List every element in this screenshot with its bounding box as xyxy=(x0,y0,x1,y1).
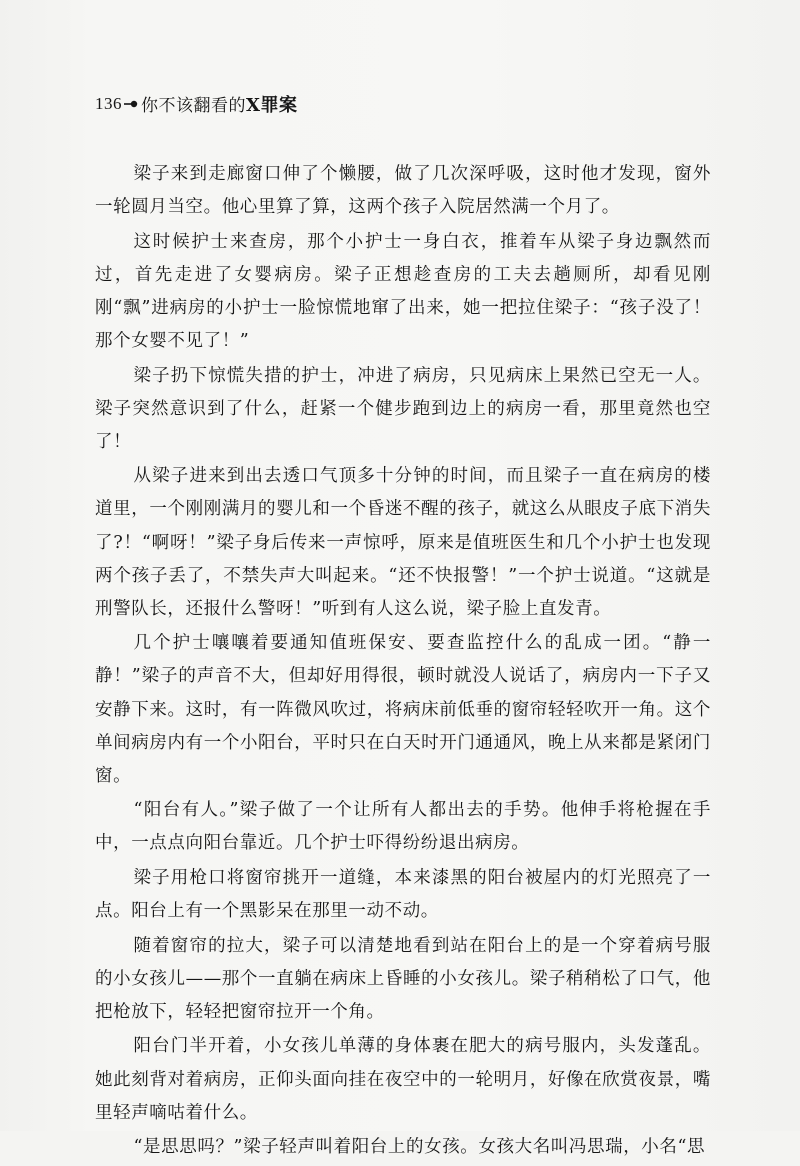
page-number: 136 xyxy=(95,94,122,113)
body-text xyxy=(95,158,711,1166)
paragraph: 梁子来到走廊窗口伸了个懒腰，做了几次深呼吸，这时他才发现，窗外一轮圆月当空。他心里算了算，这两个孩子入院居然满一个月了。 xyxy=(95,164,711,218)
book-title-emphasis: X罪案 xyxy=(246,95,298,116)
running-head xyxy=(95,92,297,116)
paragraph: 梁子用枪口将窗帘挑开一道缝，本来漆黑的阳台被屋内的灯光照亮了一点。阳台上有一个黑影呆在那里一动不动。 xyxy=(95,867,711,922)
paragraph: 从梁子进来到出去透口气顶多十分钟的时间，而且梁子一直在病房的楼道里，一个刚刚满月的婴儿和一个昏迷不醒的孩子，就这么从眼皮子底下消失了?！“啊呀！”梁子身后传来一声惊呼，原来是值班医生和几个小护士也发现两个孩子丢了，不禁失声大叫起来。“还不快报警！”一个护士说道。“这就是刑警队长，还报什么警呀！”听到有人这么说，梁子脸上直发青。 xyxy=(95,466,711,619)
paragraph: 几个护士嚷嚷着要通知值班保安、要查监控什么的乱成一团。“静一静！”梁子的声音不大，但却好用得很，顿时就没人说话了，病房内一下子又安静下来。这时，有一阵微风吹过，将病床前低垂的窗帘轻轻吹开一角。这个单间病房内有一个小阳台，平时只在白天时开门通通风，晚上从来都是紧闭门窗。 xyxy=(95,633,711,786)
book-title xyxy=(141,91,297,117)
book-title-prefix: 你不该翻看的 xyxy=(141,96,246,116)
paragraph: “阳台有人。”梁子做了一个让所有人都出去的手势。他伸手将枪握在手中，一点点向阳台靠近。几个护士吓得纷纷退出病房。 xyxy=(95,800,711,854)
paragraph: 阳台门半开着，小女孩儿单薄的身体裹在肥大的病号服内，头发蓬乱。她此刻背对着病房，正仰头面向挂在夜空中的一轮明月，好像在欣赏夜景，嘴里轻声嘀咕着什么。 xyxy=(95,1036,711,1123)
paragraph: 随着窗帘的拉大，梁子可以清楚地看到站在阳台上的是一个穿着病号服的小女孩儿——那个一直躺在病床上昏睡的小女孩儿。梁子稍稍松了口气，他把枪放下，轻轻把窗帘拉开一个角。 xyxy=(95,935,711,1022)
paragraph: 梁子扔下惊慌失措的护士，冲进了病房，只见病床上果然已空无一人。梁子突然意识到了什么，赶紧一个健步跑到边上的病房一看，那里竟然也空了！ xyxy=(95,365,711,452)
arrow-bullet-icon xyxy=(124,99,138,109)
paragraph: “是思思吗？”梁子轻声叫着阳台上的女孩。女孩大名叫冯思瑞，小名“思 xyxy=(133,1137,706,1158)
paragraph: 这时候护士来查房，那个小护士一身白衣，推着车从梁子身边飘然而过，首先走进了女婴病房。梁子正想趁查房的工夫去趟厕所，却看见刚刚“飘”进病房的小护士一脸惊慌地窜了出来，她一把拉住梁子：“孩子没了！那个女婴不见了！” xyxy=(95,231,711,351)
